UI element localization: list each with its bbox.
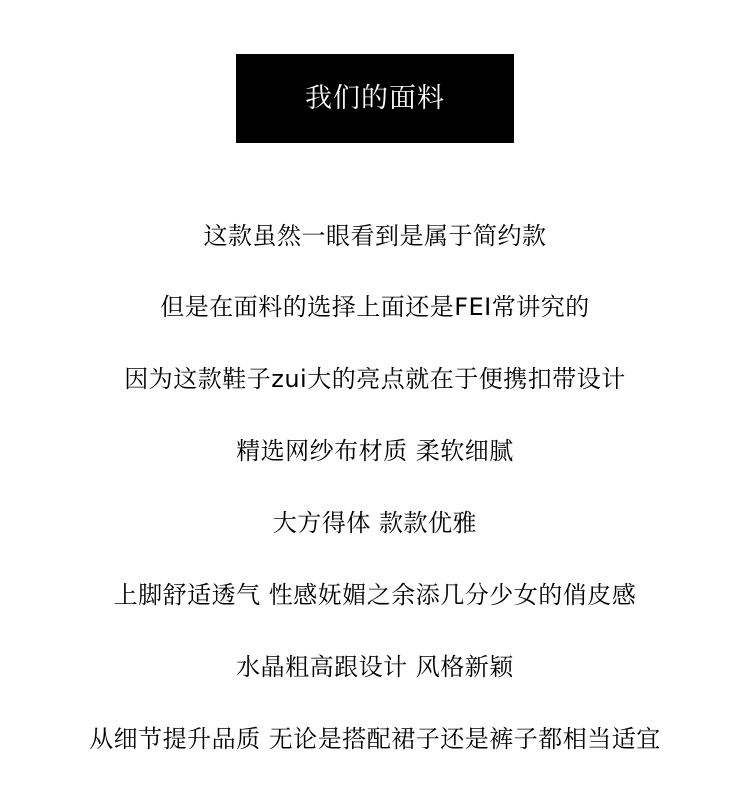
description-line: 这款虽然一眼看到是属于简约款	[203, 222, 547, 250]
description-line: 水晶粗高跟设计 风格新颖	[236, 653, 514, 681]
description-line: 从细节提升品质 无论是搭配裙子还是裤子都相当适宜	[89, 725, 661, 753]
description-line: 上脚舒适透气 性感妩媚之余添几分少女的俏皮感	[113, 581, 637, 609]
description-line: 因为这款鞋子zui大的亮点就在于便携扣带设计	[124, 365, 626, 393]
description-line: 精选网纱布材质 柔软细腻	[236, 437, 514, 465]
description-line: 但是在面料的选择上面还是FEI常讲究的	[160, 293, 590, 321]
title-banner	[236, 54, 514, 143]
description-line: 大方得体 款款优雅	[272, 509, 478, 537]
page-title: 我们的面料	[305, 83, 445, 114]
